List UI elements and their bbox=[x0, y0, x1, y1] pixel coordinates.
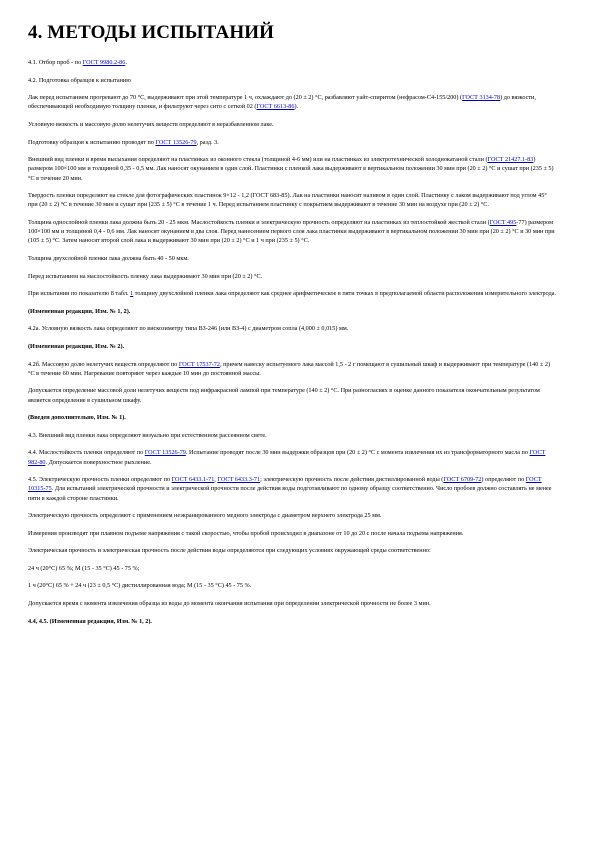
paragraph-text: (Измененная редакция, Изм. № 1, 2). bbox=[28, 307, 131, 315]
amendment-note bbox=[28, 413, 558, 422]
paragraph bbox=[28, 138, 558, 147]
paragraph-text: 1 ч (20°C) 65 % + 24 ч (23 ± 0,5 °C) дистиллированная вода; М (15 - 35 °C) 45 - 75 %. bbox=[28, 582, 252, 590]
paragraph-text: 4.4, 4.5. (Измененная редакция, Изм. № 1, 2). bbox=[28, 617, 152, 625]
paragraph-text: . Для испытаний электрической прочности и электрической прочности после действия воды подготавливают по одному образцу соответственно. Число пробоев должно составлять не менее пяти в каждой стороне пластинки. bbox=[28, 485, 552, 502]
paragraph-text: Допускается время с момента извлечения образца из воды до момента окончания испытания при определении электрической прочности не более 3 мин. bbox=[28, 600, 431, 608]
paragraph-text: ) размером 100×100 мм и толщиной 0,35 - 0,5 мм. Лак наносят окунанием в один слой. Пластинки с пленкой лака выдерживают в вертикальном положении 30 мин при (20 ± 2) °С и сушат при (235 ± 5) °С в течение 20 мин. bbox=[28, 156, 554, 182]
paragraph-text: 4.3. Внешний вид пленки лака определяют визуально при естественном рассеянном свете. bbox=[28, 431, 267, 439]
document-body bbox=[28, 58, 558, 626]
standard-link[interactable]: ГОСТ 6433.3-71 bbox=[217, 476, 261, 484]
paragraph-text: Толщина однослойной пленки лака должна быть 20 - 25 мкм. Маслостойкость пленки и электрическую прочность определяют на пластинках из теплостойкой жесткой стали ( bbox=[28, 218, 490, 226]
paragraph bbox=[28, 431, 558, 440]
paragraph bbox=[28, 581, 558, 590]
standard-link[interactable]: ГОСТ 6613-86 bbox=[256, 103, 295, 111]
standard-link[interactable]: ГОСТ 3134-78 bbox=[462, 94, 501, 102]
paragraph-text: -77) размером 100×100 мм и толщиной 0,4 - 0,6 мм. Лак наносят окунанием в два слоя. Перед нанесением первого слоя лака пластинки выдерживают в вертикальном положении 30 мин при (20 ± 2) °С и 30 мин при (105 ± 5) °С. Затем наносят второй слой лака и выдерживают 30 мин при (20 ± 2) °С и 1 ч при (235 ± 5) °С. bbox=[28, 218, 555, 245]
paragraph-text: , разд. 3. bbox=[196, 138, 219, 146]
paragraph bbox=[28, 564, 558, 573]
paragraph bbox=[28, 511, 558, 520]
paragraph bbox=[28, 120, 558, 129]
paragraph bbox=[28, 58, 558, 67]
paragraph-text: Лак перед испытанием прогревают до 70 °С, выдерживают при этой температуре 1 ч, охлаждают до (20 ± 2) °С, разбавляют уайт-спиритом (нефрасом-С4-155/200) ( bbox=[28, 94, 463, 102]
paragraph-text: Твердость пленки определяют на стекле для фотографических пластинок 9×12 - 1,2 (ГОСТ 683-85). Лак на пластинки наносят наливом в один слой. Пластинку с лаком выдерживают под углом 45° при (20 ± 2) °С в течение 30 мин и сушат при (235 ± 5) °С в течение 1 ч. Перед испытанием пластинку с покрытием выдерживают в течение 30 мин на воздухе при (20 ± 2) °С. bbox=[28, 192, 547, 209]
paragraph bbox=[28, 386, 558, 404]
amendment-note bbox=[28, 307, 558, 316]
paragraph bbox=[28, 155, 558, 183]
amendment-note bbox=[28, 617, 558, 626]
standard-link[interactable]: ГОСТ 9980.2-86 bbox=[82, 59, 126, 66]
paragraph-text: Перед испытанием на маслостойкость пленку лака выдерживают 30 мин при (20 ± 2) °С. bbox=[28, 272, 263, 280]
paragraph bbox=[28, 191, 558, 209]
paragraph bbox=[28, 254, 558, 263]
paragraph bbox=[28, 360, 558, 378]
paragraph-text: толщину двухслойной пленки лака определяют как среднее арифметическое в пяти точках в предполагаемой области расположения измерительного электрода. bbox=[133, 290, 557, 298]
paragraph-text: Допускается определение массовой доли нелетучих веществ под инфракрасной лампой при температуре (140 ± 2) °С. При разногласиях в оценке данного показателя окончательным результатом является определение в сушильном шкафу. bbox=[28, 387, 540, 404]
standard-link[interactable]: ГОСТ 6709-72 bbox=[443, 476, 482, 484]
paragraph-text: Электрическую прочность определяют с применением неэкранированного медного электрода с диаметром верхнего электрода 25 мм. bbox=[28, 512, 382, 520]
amendment-note bbox=[28, 342, 558, 351]
paragraph-text: Электрическая прочность и электрическая прочность после действия воды определяются при следующих условиях окружающей среды соответственно: bbox=[28, 547, 431, 555]
paragraph-text: 4.2б. Массовую долю нелетучих веществ определяют по bbox=[28, 360, 179, 368]
paragraph-text: 24 ч (20°C) 65 %; М (15 - 35 °C) 45 - 75 %; bbox=[28, 564, 140, 572]
paragraph-text: ; электрическую прочность после действия дистиллированной воды ( bbox=[260, 476, 444, 484]
paragraph-text: , bbox=[214, 476, 218, 484]
paragraph-text: При испытании по показателю 8 табл. bbox=[28, 290, 131, 298]
standard-link[interactable]: ГОСТ 495 bbox=[489, 218, 517, 226]
standard-link[interactable]: ГОСТ 10315-75 bbox=[28, 476, 542, 493]
paragraph bbox=[28, 324, 558, 333]
document-page bbox=[28, 22, 558, 634]
paragraph bbox=[28, 475, 558, 503]
standard-link[interactable]: ГОСТ 17537-72 bbox=[178, 360, 220, 368]
standard-link[interactable]: ГОСТ 6433.1-71 bbox=[171, 476, 215, 484]
paragraph-text: Внешний вид пленки и время высыхания определяют на пластинках из оконного стекла (толщиной 4-6 мм) или на пластинках из электротехнической холоднокатаной стали ( bbox=[28, 156, 488, 164]
paragraph-text: 4.5. Электрическую прочность пленки определяют по bbox=[28, 476, 172, 484]
paragraph-text: , причем навеску испытуемого лака массой 1,5 - 2 г помещают в сушильный шкаф и выдерживают при температуре (140 ± 2) °С в течение 60 мин. Нагревание повторяют через каждые 10 мин до постоянной массы. bbox=[28, 360, 551, 377]
standard-link[interactable]: ГОСТ 21427.1-83 bbox=[487, 156, 534, 164]
paragraph bbox=[28, 93, 558, 111]
standard-link[interactable]: ГОСТ 13526-79 bbox=[144, 449, 186, 457]
paragraph-text: Толщина двухслойной пленки лака должна быть 40 - 50 мкм. bbox=[28, 254, 189, 262]
standard-link[interactable]: ГОСТ 982-80 bbox=[28, 449, 546, 466]
paragraph-text: . Испытание проводят после 30 мин выдержки образцов при (20 ± 2) °С с момента извлечения их из трансформаторного масла по bbox=[185, 449, 530, 457]
paragraph-text: ). bbox=[294, 103, 299, 111]
paragraph-text: Измерения производят при плавном подъеме напряжения с такой скоростью, чтобы пробой происходил в диапазоне от 10 до 20 с после начала подъема напряжения. bbox=[28, 529, 464, 537]
paragraph-text: 4.2. Подготовка образцов к испытанию bbox=[28, 76, 131, 84]
paragraph-text: (Введен дополнительно, Изм. № 1). bbox=[28, 414, 126, 422]
paragraph-text: Условную вязкость и массовую долю нелетучих веществ определяют в неразбавленном лаке. bbox=[28, 120, 274, 128]
paragraph bbox=[28, 218, 558, 246]
paragraph bbox=[28, 448, 558, 466]
standard-link[interactable]: 1 bbox=[130, 290, 134, 298]
paragraph bbox=[28, 599, 558, 608]
paragraph-text: Подготовку образцов к испытанию проводят по bbox=[28, 138, 156, 146]
standard-link[interactable]: ГОСТ 13526-79 bbox=[155, 138, 197, 146]
paragraph-text: (Измененная редакция, Изм. № 2). bbox=[28, 342, 125, 350]
paragraph bbox=[28, 289, 558, 298]
paragraph-text: . bbox=[125, 59, 127, 66]
paragraph bbox=[28, 76, 558, 85]
paragraph-text: ) до вязкости, обеспечивающей необходимую толщину пленки, и фильтруют через сито с сеткой 02 ( bbox=[28, 94, 536, 111]
paragraph-text: 4.4. Маслостойкость пленки определяют по bbox=[28, 449, 145, 457]
paragraph bbox=[28, 272, 558, 281]
paragraph-text: 4.2а. Условную вязкость лака определяют по вискозиметру типа ВЗ-246 (или ВЗ-4) с диаметром сопла (4,000 ± 0,015) мм. bbox=[28, 325, 349, 333]
paragraph bbox=[28, 529, 558, 538]
paragraph-text: 4.1. Отбор проб - по bbox=[28, 59, 83, 66]
paragraph-text: ) определяют по bbox=[481, 476, 526, 484]
section-title: 4. МЕТОДЫ ИСПЫТАНИЙ bbox=[28, 22, 274, 43]
paragraph bbox=[28, 546, 558, 555]
paragraph-text: . Допускается поверхностное рыхление. bbox=[45, 458, 152, 466]
